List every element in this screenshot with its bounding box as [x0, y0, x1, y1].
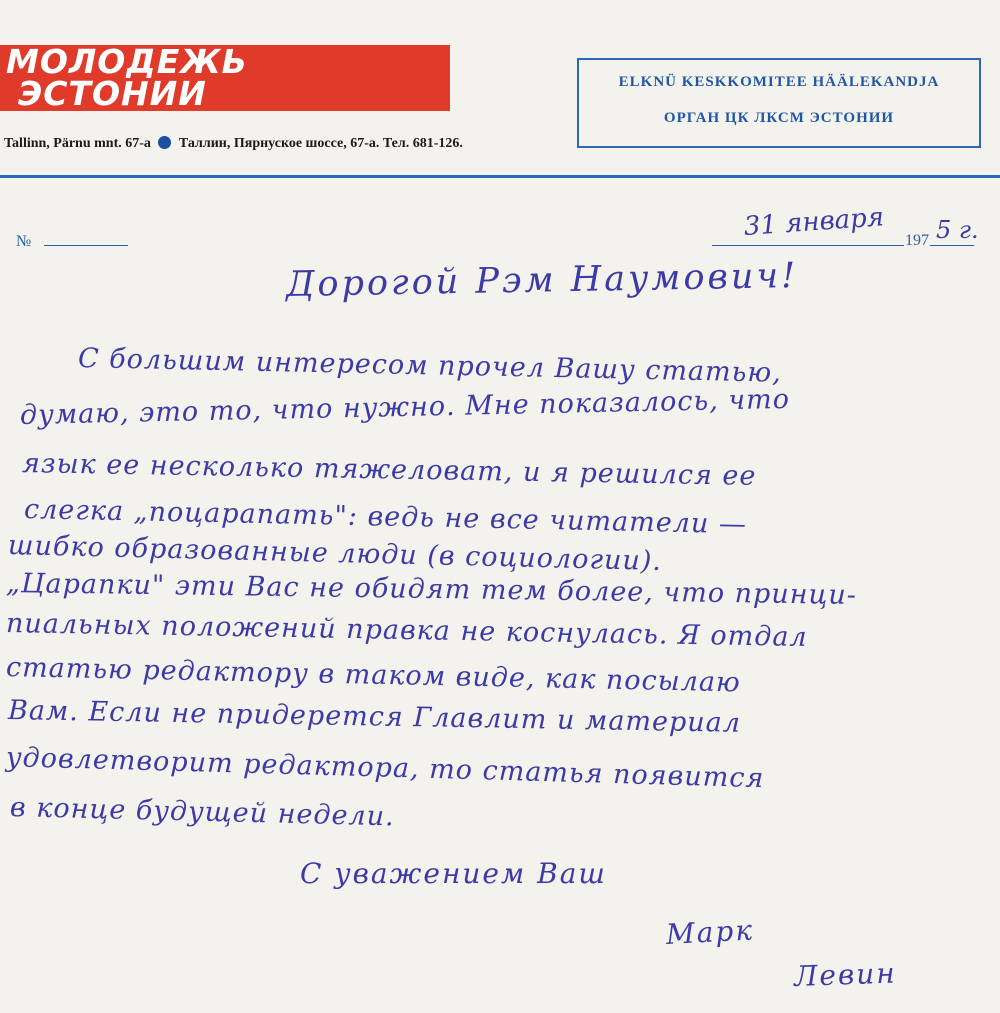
letter-line: „Царапки" эти Вас не обидят тем более, что принци-: [5, 568, 858, 611]
letter-line: думаю, это то, что нужно. Мне показалось, что: [19, 383, 791, 431]
masthead-title-line2: ЭСТОНИИ: [18, 74, 207, 111]
address-line: [4, 136, 463, 152]
address-estonian: Tallinn, Pärnu mnt. 67-a: [4, 136, 151, 151]
letter-line: шибко образованные люди (в социологии).: [7, 530, 663, 577]
masthead-title-line1: МОЛОДЕЖЬ: [6, 45, 248, 81]
letter-line: слегка „поцарапать": ведь не все читатели —: [23, 494, 748, 541]
letter-line: удовлетворит редактора, то статья появится: [5, 742, 765, 795]
signature-first-name: Марк: [665, 913, 755, 951]
bullet-dot-icon: [158, 136, 171, 149]
letter-line: пиальных положений правка не коснулась. Я отдал: [5, 608, 808, 653]
organ-estonian: ELKNÜ KESKKOMITEE HÄÄLEKANDJA: [618, 74, 940, 90]
date-field-line: [712, 245, 904, 246]
year-prefix: 197: [905, 232, 929, 249]
year-field-line: [930, 245, 974, 246]
letter-line: Вам. Если не придерется Главлит и материал: [7, 695, 742, 739]
handwritten-year: 5 г.: [936, 216, 979, 244]
handwritten-date: 31 января: [742, 202, 885, 242]
newspaper-masthead: [0, 45, 450, 111]
letter-line: язык ее несколько тяжеловат, и я решился ее: [21, 448, 757, 492]
letter-line: С большим интересом прочел Вашу статью,: [77, 343, 783, 389]
number-field-line: [44, 245, 128, 246]
closing: С уважением Ваш: [300, 857, 607, 890]
signature-last-name: Левин: [793, 956, 898, 993]
number-label: №: [16, 233, 32, 250]
letter-line: статью редактору в таком виде, как посылаю: [5, 652, 742, 699]
salutation: Дорогой Рэм Наумович!: [285, 256, 799, 305]
letter-line: в конце будущей недели.: [9, 792, 396, 833]
organ-box: [577, 58, 981, 148]
header-divider: [0, 175, 1000, 178]
organ-russian: ОРГАН ЦК ЛКСМ ЭСТОНИИ: [663, 110, 895, 126]
address-russian: Таллин, Пярнуское шоссе, 67-а. Тел. 681-126.: [178, 136, 463, 151]
